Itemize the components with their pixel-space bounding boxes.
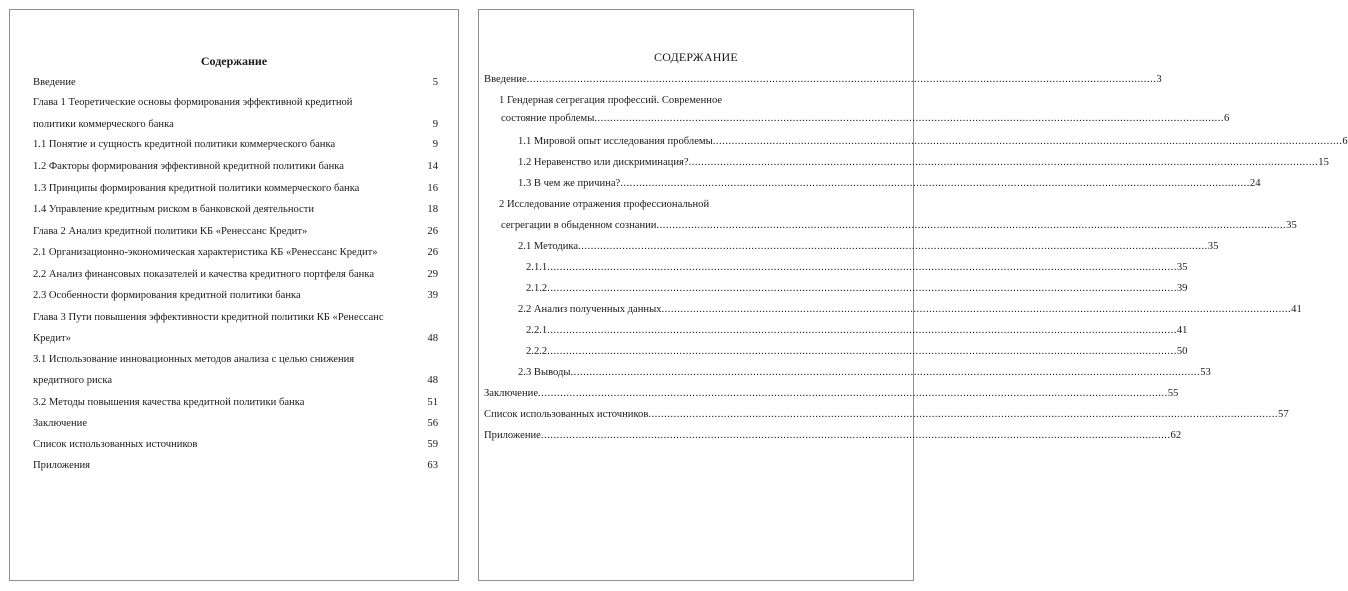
right-toc-entry: [499, 94, 876, 108]
right-toc-entry-text: Список использованных источников: [484, 409, 649, 420]
right-toc-entry-page: 53: [1200, 367, 1211, 378]
left-toc-entry: [33, 417, 438, 431]
left-toc-entry: [33, 289, 438, 303]
left-toc-entry-page: 26: [427, 226, 438, 237]
left-toc-entry-text: 1.3 Принципы формирования кредитной политики коммерческого банка: [33, 183, 360, 194]
right-toc-entry-text: 1.1 Мировой опыт исследования проблемы: [518, 136, 713, 147]
right-toc-entry-page: 41: [1176, 325, 1188, 336]
left-toc-entry-text: 2.3 Особенности формирования кредитной политики банка: [33, 290, 301, 301]
dot-leader: ........................................................................................................................................................................................................: [661, 304, 1292, 315]
right-toc-entry: [501, 112, 1230, 126]
right-toc-entry-text: Приложение: [484, 430, 541, 441]
left-toc-entry-page: 26: [427, 247, 438, 258]
left-toc-entry-text: Глава 2 Анализ кредитной политики КБ «Ренессанс Кредит»: [33, 226, 308, 237]
right-toc-entry-page: 39: [1176, 283, 1188, 294]
right-toc-entry: [484, 408, 1289, 422]
dot-leader: ........................................................................................................................................................................................................: [656, 220, 1287, 231]
left-toc-entry: [33, 182, 438, 196]
right-toc-entry-text: 2.1.2: [526, 283, 548, 294]
left-toc-entry-text: Список использованных источников: [33, 439, 198, 450]
left-toc-entry-page: 5: [432, 77, 438, 88]
left-toc-entry-text: 1.2 Факторы формирования эффективной кредитной политики банка: [33, 161, 344, 172]
right-toc-entry: [518, 240, 1219, 254]
left-toc-entry-text: 2.1 Организационно-экономическая характеристика КБ «Ренессанс Кредит»: [33, 247, 378, 258]
left-toc-entry-page: 63: [427, 460, 438, 471]
right-toc-entry-page: 50: [1176, 346, 1188, 357]
right-toc-entry-page: 6: [1342, 136, 1348, 147]
left-toc-entry-text: Заключение: [33, 418, 88, 429]
dot-leader: ........................................................................................................................................................................................................: [526, 74, 1157, 85]
right-toc-entry-page: 35: [1176, 262, 1188, 273]
right-toc-entry-text: 2.2 Анализ полученных данных: [518, 304, 662, 315]
right-toc-entry-page: 6: [1224, 113, 1230, 124]
right-toc-entry-text: Заключение: [484, 388, 539, 399]
left-toc-entry: [33, 353, 438, 367]
right-toc-entry-text: Введение: [484, 74, 527, 85]
left-toc-entry-page: 14: [427, 161, 438, 172]
right-toc-entry-text: 2.1 Методика: [518, 241, 579, 252]
right-toc-entry-text: 2.3 Выводы: [518, 367, 571, 378]
dot-leader: ........................................................................................................................................................................................................: [547, 283, 1177, 294]
right-toc-entry-page: 41: [1291, 304, 1302, 315]
dot-leader: ........................................................................................................................................................................................................: [712, 136, 1343, 147]
right-toc-entry-page: 24: [1249, 178, 1261, 189]
left-toc-entry-text: 2.2 Анализ финансовых показателей и качества кредитного портфеля банка: [33, 269, 375, 280]
right-toc-entry: [518, 303, 1302, 317]
left-toc-entry-page: 29: [427, 269, 438, 280]
right-toc-entry-text: состояние проблемы: [501, 113, 595, 124]
left-toc-entry-text: Кредит»: [33, 333, 71, 344]
left-toc-entry: [33, 332, 438, 346]
right-toc-entry: [518, 156, 1329, 170]
left-toc-entry-page: 59: [427, 439, 438, 450]
right-toc-entry: [526, 324, 1188, 338]
right-toc-entry-text: 2.1.1: [526, 262, 548, 273]
dot-leader: ........................................................................................................................................................................................................: [620, 178, 1250, 189]
left-toc-entry-text: кредитного риска: [33, 375, 113, 386]
left-toc-entry-text: 3.1 Использование инновационных методов анализа с целью снижения: [33, 354, 355, 365]
left-document-page: [9, 9, 459, 581]
right-toc-entry-text: 1.3 В чем же причина?: [518, 178, 621, 189]
right-toc-entry: [499, 198, 876, 212]
right-toc-entry-page: 62: [1170, 430, 1182, 441]
right-toc-entry: [484, 73, 1162, 87]
right-toc-entry: [518, 366, 1211, 380]
left-toc-entry-text: 1.1 Понятие и сущность кредитной политики коммерческого банка: [33, 139, 336, 150]
dot-leader: ........................................................................................................................................................................................................: [570, 367, 1201, 378]
left-toc-entry: [33, 374, 438, 388]
left-toc-entry-text: 3.2 Методы повышения качества кредитной политики банка: [33, 397, 305, 408]
left-toc-entry-page: 18: [427, 204, 438, 215]
right-toc-entry-text: 1 Гендерная сегрегация профессий. Современное: [499, 95, 723, 106]
left-toc-entry-page: 9: [432, 139, 438, 150]
left-toc-entry: [33, 396, 438, 410]
left-toc-entry-page: 9: [432, 119, 438, 130]
right-toc-entry-text: 2.2.1: [526, 325, 548, 336]
left-toc-entry-text: Глава 3 Пути повышения эффективности кредитной политики КБ «Ренессанс: [33, 312, 384, 323]
dot-leader: ........................................................................................................................................................................................................: [648, 409, 1279, 420]
left-toc-entry-page: 39: [427, 290, 438, 301]
left-toc-entry-text: Введение: [33, 77, 76, 88]
right-toc-entry-page: 3: [1156, 74, 1162, 85]
left-toc-entry: [33, 203, 438, 217]
left-toc-entry: [33, 138, 438, 152]
right-toc-entry: [484, 387, 1179, 401]
left-toc-entry: [33, 311, 438, 325]
left-toc-entry-text: Приложения: [33, 460, 91, 471]
right-toc-entry-page: 15: [1318, 157, 1329, 168]
right-toc-entry: [484, 429, 1182, 443]
left-toc-entry: [33, 160, 438, 174]
dot-leader: ........................................................................................................................................................................................................: [688, 157, 1319, 168]
right-toc-entry: [526, 261, 1188, 275]
dot-leader: ........................................................................................................................................................................................................: [594, 113, 1224, 124]
right-toc-entry-page: 57: [1278, 409, 1289, 420]
right-toc-entry: [518, 177, 1261, 191]
dot-leader: ........................................................................................................................................................................................................: [538, 388, 1168, 399]
right-toc-entry: [526, 345, 1188, 359]
left-toc-entry: [33, 459, 438, 473]
left-toc-entry: [33, 438, 438, 452]
left-toc-entry-page: 56: [427, 418, 438, 429]
left-toc-entry-text: политики коммерческого банка: [33, 119, 174, 130]
right-toc-title: СОДЕРЖАНИЕ: [654, 50, 738, 64]
left-toc-entry: [33, 96, 438, 110]
right-toc-entry: [526, 282, 1188, 296]
left-toc-entry: [33, 76, 438, 90]
right-toc-entry-text: 1.2 Неравенство или дискриминация?: [518, 157, 689, 168]
right-toc-entry-page: 35: [1286, 220, 1297, 231]
right-toc-entry-text: сегрегации в обыденном сознании: [501, 220, 657, 231]
right-toc-entry: [518, 135, 1348, 149]
dot-leader: ........................................................................................................................................................................................................: [547, 262, 1177, 273]
left-toc-entry: [33, 225, 438, 239]
left-toc-entry: [33, 246, 438, 260]
left-toc-entry: [33, 268, 438, 282]
right-toc-entry-text: 2.2.2: [526, 346, 548, 357]
dot-leader: ........................................................................................................................................................................................................: [540, 430, 1171, 441]
right-toc-entry-text: 2 Исследование отражения профессиональной: [499, 199, 710, 210]
left-toc-entry: [33, 118, 438, 132]
left-toc-entry-text: Глава 1 Теоретические основы формирования эффективной кредитной: [33, 97, 353, 108]
right-toc-entry: [501, 219, 1297, 233]
right-document-page: [478, 9, 1348, 581]
dot-leader: ........................................................................................................................................................................................................: [547, 325, 1177, 336]
left-toc-entry-text: 1.4 Управление кредитным риском в банковской деятельности: [33, 204, 315, 215]
left-toc-entry-page: 48: [427, 333, 438, 344]
dot-leader: ........................................................................................................................................................................................................: [547, 346, 1177, 357]
left-toc-title: Содержание: [200, 54, 268, 68]
dot-leader: ........................................................................................................................................................................................................: [578, 241, 1208, 252]
left-toc-entry-page: 51: [427, 397, 438, 408]
right-toc-entry-page: 35: [1207, 241, 1219, 252]
right-toc-entry-page: 55: [1167, 388, 1179, 399]
left-toc-entry-page: 48: [427, 375, 438, 386]
left-toc-entry-page: 16: [427, 183, 438, 194]
